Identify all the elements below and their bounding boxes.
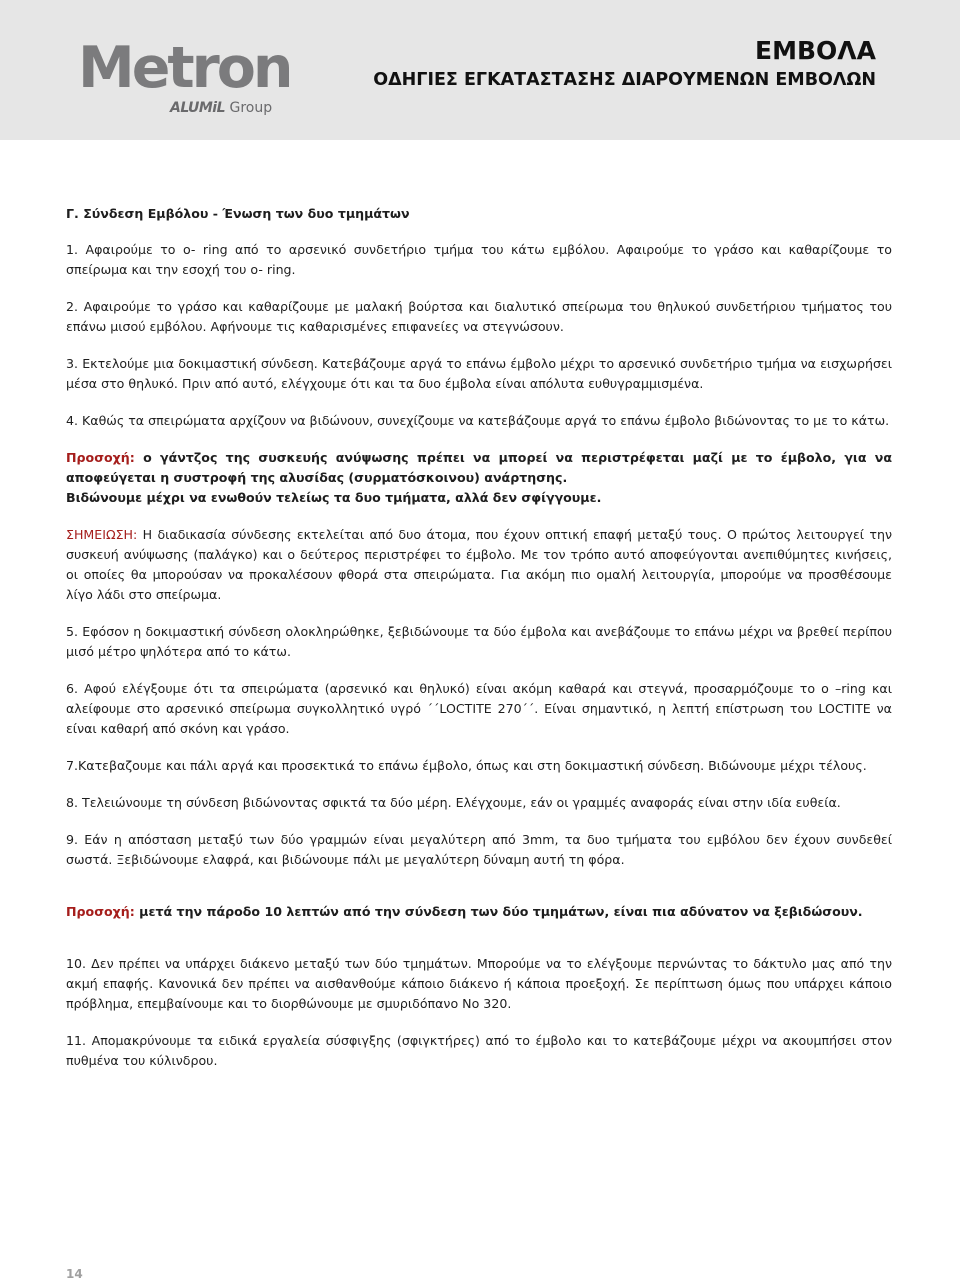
- document-subtitle: ΟΔΗΓΙΕΣ ΕΓΚΑΤΑΣΤΑΣΗΣ ΔΙΑΡΟΥΜΕΝΩΝ ΕΜΒΟΛΩΝ: [373, 70, 876, 90]
- note-paragraph: [66, 525, 892, 605]
- step-11: 11. Απομακρύνουμε τα ειδικά εργαλεία σύσφιγξης (σφιγκτήρες) από το έμβολο και το κατεβάζουμε μέχρι να ακουμπήσει στον πυθμένα του κύλινδρου.: [66, 1033, 892, 1068]
- note-text: Η διαδικασία σύνδεσης εκτελείται από δυο άτομα, που έχουν οπτική επαφή μεταξύ τους. Ο πρώτος λειτουργεί την συσκευή ανύψωσης (παλάγκο) και ο δεύτερος περιστρέφει το έμβολο. Με τον τρόπο αυτό αποφεύγονται ανεπιθύμητες κινήσεις, οι οποίες θα μπορούσαν να προκαλέσουν φθορά στα σπειρώματα. Για ακόμη πιο ομαλή λειτουργία, μπορούμε να προσθέσουμε λίγο λάδι στο σπείρωμα.: [66, 527, 892, 602]
- page-number: 14: [66, 1267, 83, 1281]
- step-6: 6. Αφού ελέγξουμε ότι τα σπειρώματα (αρσενικό και θηλυκό) είναι ακόμη καθαρά και στεγνά, προσαρμόζουμε το o –ring και αλείφουμε στο αρσενικό σπείρωμα συγκολλητικό υγρό ´´LOCTITE 270´´. Είναι σημαντικό, η λεπτή επίστρωση του LOCTITE να είναι καθαρή από σκόνη και γράσο.: [66, 681, 892, 736]
- note-label: ΣΗΜΕΙΩΣΗ:: [66, 527, 138, 542]
- metron-logo: [78, 35, 291, 122]
- step-1: 1. Αφαιρούμε το o- ring από το αρσενικό συνδετήριο τμήμα του κάτω εμβόλου. Αφαιρούμε το γράσο και καθαρίζουμε το σπείρωμα και την εσοχή του o- ring.: [66, 242, 892, 277]
- step-4: 4. Καθώς τα σπειρώματα αρχίζουν να βιδώνουν, συνεχίζουμε να κατεβάζουμε αργά το επάνω έμβολο βιδώνοντας το με το κάτω.: [66, 413, 890, 428]
- step-7: 7.Κατεβαζουμε και πάλι αργά και προσεκτικά το επάνω έμβολο, όπως και στη δοκιμαστική σύνδεση. Βιδώνουμε μέχρι τέλους.: [66, 758, 867, 773]
- step-5: 5. Εφόσον η δοκιμαστική σύνδεση ολοκληρώθηκε, ξεβιδώνουμε τα δύο έμβολα και ανεβάζουμε το επάνω μέχρι να βρεθεί περίπου μισό μέτρο ψηλότερα από το κάτω.: [66, 624, 892, 659]
- step-3: 3. Εκτελούμε μια δοκιμαστική σύνδεση. Κατεβάζουμε αργά το επάνω έμβολο μέχρι το αρσενικό συνδετήριο τμήμα να εισχωρήσει μέσα στο θηλυκό. Πριν από αυτό, ελέγχουμε ότι και τα δυο έμβολα είναι απόλυτα ευθυγραμμισμένα.: [66, 356, 892, 391]
- logo-tagline: [170, 100, 272, 116]
- warning-label: Προσοχή:: [66, 450, 135, 465]
- section-heading: Γ. Σύνδεση Εμβόλου - Ένωση των δυο τμημάτων: [66, 206, 410, 221]
- document-body: [66, 204, 892, 1088]
- warning-text: ο γάντζος της συσκευής ανύψωσης πρέπει να μπορεί να περιστρέφεται μαζί με το έμβολο, για να αποφεύγεται η συστροφή της αλυσίδας (συρματόσκοινου) ανάρτησης.: [66, 450, 892, 485]
- step-9: 9. Εάν η απόσταση μεταξύ των δύο γραμμών είναι μεγαλύτερη από 3mm, τα δυο τμήματα του εμβόλου δεν έχουν συνδεθεί σωστά. Ξεβιδώνουμε ελαφρά, και βιδώνουμε πάλι με μεγαλύτερη δύναμη αυτή τη φόρα.: [66, 832, 892, 867]
- step-8: 8. Τελειώνουμε τη σύνδεση βιδώνοντας σφικτά τα δύο μέρη. Ελέγχουμε, εάν οι γραμμές αναφοράς είναι στην ιδία ευθεία.: [66, 795, 841, 810]
- page-header: [0, 0, 960, 140]
- document-title-block: [373, 36, 876, 92]
- time-warning-notice: [66, 902, 892, 922]
- logo-wordmark: Metron: [78, 35, 291, 101]
- time-warning-text: μετά την πάροδο 10 λεπτών από την σύνδεση των δύο τμημάτων, είναι πια αδύνατον να ξεβιδώσουν.: [134, 904, 863, 919]
- logo-brand: ALUMiL: [170, 100, 226, 116]
- step-2: 2. Αφαιρούμε το γράσο και καθαρίζουμε με μαλακή βούρτσα και διαλυτικό σπείρωμα του θηλυκού συνδετήριου τμήματος του επάνω μισού εμβόλου. Αφήνουμε τις καθαρισμένες επιφανείες να στεγνώσουν.: [66, 299, 892, 334]
- document-title: ΕΜΒΟΛΑ: [755, 36, 876, 65]
- time-warning-label: Προσοχή:: [66, 904, 135, 919]
- step-10: 10. Δεν πρέπει να υπάρχει διάκενο μεταξύ των δύο τμημάτων. Μπορούμε να το ελέγξουμε περνώντας το δάκτυλο μας από την ακμή επαφής. Κανονικά δεν πρέπει να αισθανθούμε κάποιο διάκενο ή κάποια προεξοχή. Σε περίπτωση όμως που υπάρχει κάποιο πρόβλημα, επεμβαίνουμε και το διορθώνουμε με σμυριδόπανο No 320.: [66, 956, 892, 1011]
- warning-notice: [66, 448, 892, 508]
- logo-group: Group: [229, 100, 273, 116]
- warning-line-2: Βιδώνουμε μέχρι να ενωθούν τελείως τα δυο τμήματα, αλλά δεν σφίγγουμε.: [66, 490, 602, 505]
